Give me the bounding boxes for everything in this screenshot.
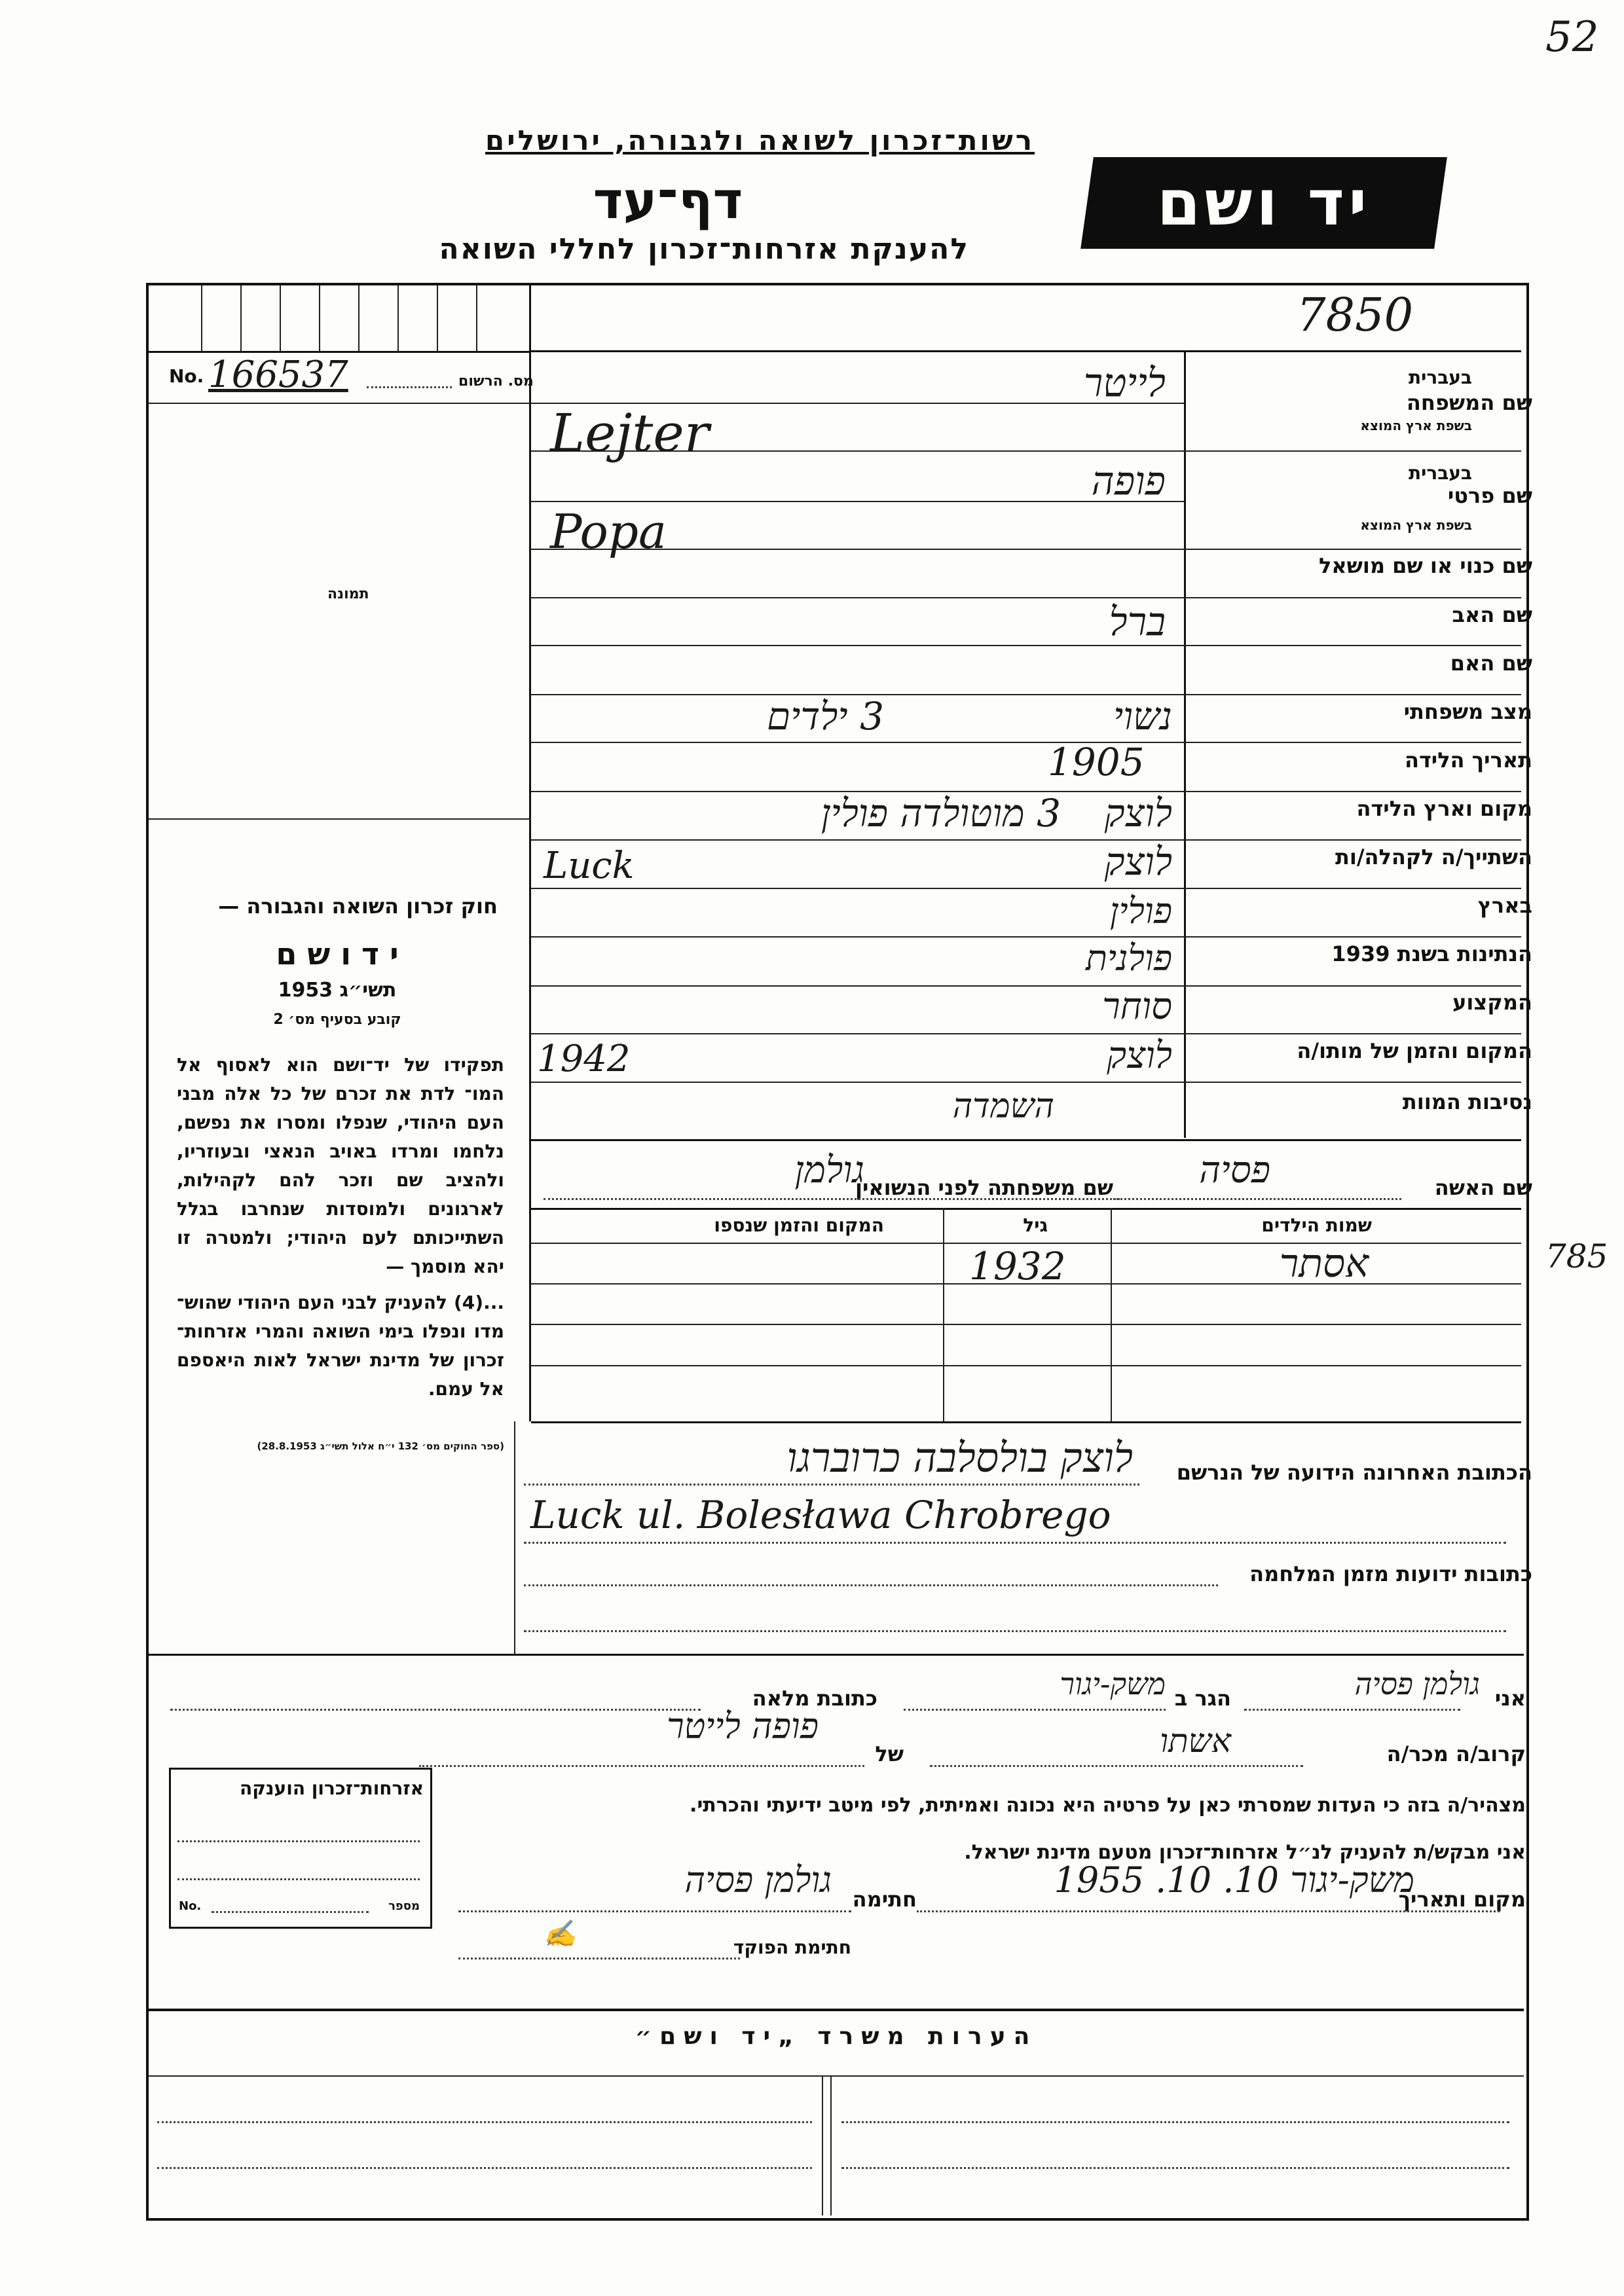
label-residing: הגר ב xyxy=(1174,1686,1231,1711)
value-community: לוצק xyxy=(1104,839,1172,884)
photo-label: תמונה xyxy=(327,586,369,602)
label-community: השתייך/ה לקהלה/ות xyxy=(1335,845,1532,869)
header-title: דף־עד xyxy=(593,172,743,230)
citizenship-granted-box xyxy=(169,1768,432,1929)
label-of: של xyxy=(875,1741,904,1766)
law-name: י ד ו ש ם xyxy=(276,936,399,972)
law-year: תשי״ג 1953 xyxy=(278,979,397,1002)
value-surname-native: Lejter xyxy=(550,403,710,464)
registration-prefix: No. xyxy=(169,365,204,387)
law-source: (ספר החוקים מס׳ 132 י״ח אלול תשי״ג 28.8.1953) xyxy=(257,1440,504,1452)
value-place-date: משק-יגור 10. 10. 1955 xyxy=(1054,1859,1414,1901)
code-boxes xyxy=(149,285,531,351)
value-profession: סוחר xyxy=(1102,985,1172,1028)
label-surname-native: בשפת ארץ המוצא xyxy=(1360,418,1472,433)
value-death-year: 1942 xyxy=(537,1038,631,1080)
label-birth-date: תאריך הלידה xyxy=(1404,748,1532,773)
value-community-native: Luck xyxy=(544,845,635,887)
label-mother: שם האם xyxy=(1450,651,1532,676)
logo-text: יד ושם xyxy=(1156,166,1371,240)
value-birth-place: לוצק xyxy=(1104,791,1172,835)
value-of: פופה לייטר xyxy=(667,1705,819,1747)
label-country: בארץ xyxy=(1477,893,1532,918)
header-authority: רשות־זכרון לשואה ולגבורה, ירושלים xyxy=(485,124,1035,156)
citizenship-box-title: אזרחות־זכרון הוענקה xyxy=(240,1777,424,1799)
value-citizenship: פולנית xyxy=(1085,938,1172,979)
yad-vashem-logo xyxy=(1080,157,1447,249)
value-signature: גולמן פסיה xyxy=(684,1859,832,1901)
label-maiden: שם משפחתה לפני הנשואין xyxy=(855,1175,1113,1200)
label-last-address: הכתובת האחרונה הידועה של הנרשם xyxy=(1176,1460,1532,1485)
value-child-age: 1932 xyxy=(969,1244,1066,1288)
label-column-divider xyxy=(1184,352,1186,1138)
label-father: שם האב xyxy=(1452,602,1532,627)
label-relation: קרוב/ה מכר/ה xyxy=(1386,1741,1526,1766)
notes-title: הערות משרד „יד ושם״ xyxy=(635,2023,1038,2050)
label-birth-place: מקום וארץ הלידה xyxy=(1356,796,1532,821)
value-wife: פסיה xyxy=(1199,1149,1270,1192)
value-marital: נשוי xyxy=(1113,694,1172,738)
label-marital: מצב משפחתי xyxy=(1403,699,1532,724)
label-signature: חתימה xyxy=(852,1887,917,1912)
label-death-place-time: המקום והזמן של מותו/ה xyxy=(1297,1038,1532,1063)
value-death-circumstances: השמדה xyxy=(952,1087,1054,1126)
registration-label: מס. הרשום xyxy=(458,373,534,390)
header-subtitle: להענקת אזרחות־זכרון לחללי השואה xyxy=(439,232,969,266)
value-relation: אשתו xyxy=(1160,1722,1231,1760)
law-clause: קובע בסעיף מס׳ 2 xyxy=(273,1011,401,1028)
citizenship-box-no: No. xyxy=(179,1899,202,1913)
declaration-1: מצהיר/ה בזה כי העדות שמסרתי כאן על פרטיה היא נכונה ואמיתית, לפי מיטב ידיעתי והכרתי. xyxy=(690,1794,1526,1817)
left-column-divider xyxy=(529,285,531,1421)
label-death-circumstances: נסיבות המוות xyxy=(1402,1089,1532,1114)
margin-number: 785 xyxy=(1545,1237,1608,1275)
label-first-name: שם פרטי xyxy=(1447,483,1532,508)
label-children-names: שמות הילדים xyxy=(1261,1214,1372,1236)
value-marital-note: 3 ילדים xyxy=(766,694,884,738)
value-last-address-hebrew: לוצק בולסלבה כרוברגו xyxy=(786,1434,1133,1482)
law-paragraph-2: ...(4) להעניק לבני העם היהודי שהוש־ מדו ונפלו בימי השואה והמרי אזרחות־ זכרון של מדינת ישראל לאות היאספם אל עמם. xyxy=(177,1292,504,1400)
label-first-native: בשפת ארץ המוצא xyxy=(1360,517,1472,533)
label-surname: שם המשפחה xyxy=(1406,390,1532,415)
sheet-number: 7850 xyxy=(1297,288,1414,342)
label-war-addresses: כתובות ידועות מזמן המלחמה xyxy=(1249,1561,1532,1586)
officer-signature: ✍ xyxy=(544,1919,576,1949)
value-country: פולין xyxy=(1109,890,1172,932)
label-officer-signature: חתימת הפוקד xyxy=(733,1937,851,1958)
label-first-hebrew: בעברית xyxy=(1408,462,1472,484)
label-work-address: כתובת מלאה xyxy=(752,1686,877,1711)
registration-number: 166537 xyxy=(208,354,348,396)
label-surname-hebrew: בעברית xyxy=(1408,367,1472,388)
value-child-name: אסתר xyxy=(1279,1241,1369,1286)
law-paragraph-1: תפקידו של יד־ושם הוא לאסוף אל המו־ לדת את זכרם של כל אלה מבני העם היהודי, שנפלו ומסרו את נפשם, נלחמו ומרדו באויב הנאצי ובעוזריו, ולהציב שם וזכר להם לקהילות, לארגונים ולמוסדות שנחרבו בגלל השתייכותם לעם היהודי; ולמטרה זו יהא מוסמך — xyxy=(177,1054,504,1277)
value-residing: משק-יגור xyxy=(1060,1666,1166,1702)
corner-number: 52 xyxy=(1545,13,1599,62)
value-first-native: Popa xyxy=(550,504,667,559)
label-citizenship: הנתינות בשנת 1939 xyxy=(1331,941,1532,966)
label-place-time-perished: המקום והזמן שנספו xyxy=(714,1214,884,1236)
value-death-place: לוצק xyxy=(1107,1034,1172,1077)
label-age: גיל xyxy=(1023,1214,1048,1236)
value-maiden: גולמן xyxy=(794,1149,864,1192)
value-first-hebrew: פופה xyxy=(1091,458,1166,504)
value-birth-date: 1905 xyxy=(1048,740,1145,784)
value-father: ברל xyxy=(1109,599,1166,645)
law-title: חוק זכרון השואה והגבורה — xyxy=(218,894,498,919)
value-birth-place-note: 3 מוטולדה פולין xyxy=(821,791,1061,835)
label-i: אני xyxy=(1494,1686,1526,1711)
label-place-date: מקום ותאריך xyxy=(1398,1887,1526,1912)
citizenship-box-number-label: מספר xyxy=(388,1899,420,1913)
value-i: גולמן פסיה xyxy=(1354,1666,1480,1702)
label-nickname: שם כנוי או שם מושאל xyxy=(1318,553,1532,578)
label-wife: שם האשה xyxy=(1434,1175,1532,1200)
value-surname-hebrew: לייטר xyxy=(1083,360,1166,406)
label-profession: המקצוע xyxy=(1452,990,1532,1015)
value-last-address-native: Luck ul. Bolesława Chrobrego xyxy=(530,1493,1111,1537)
declaration-2: אני מבקש/ת להעניק לנ״ל אזרחות־זכרון מטעם מדינת ישראל. xyxy=(964,1841,1526,1864)
